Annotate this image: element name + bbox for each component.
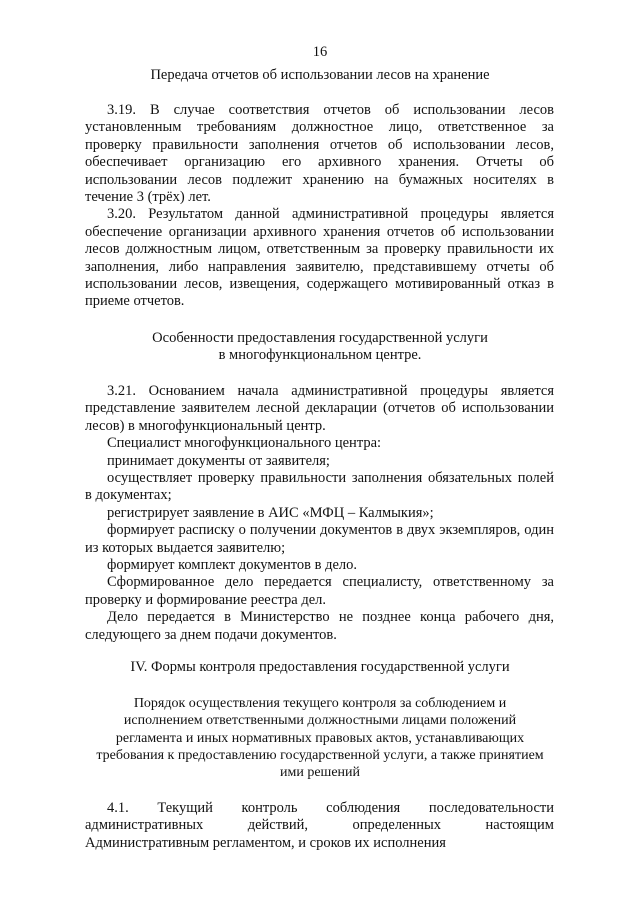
paragraph-3-21: 3.21. Основанием начала административной процедуры является представление заявителем лесной декларации (отчетов об использовании лесов) в многофункциональный центр.	[85, 383, 554, 434]
paragraph-registers: регистрирует заявление в АИС «МФЦ – Калмыкия»;	[107, 504, 434, 521]
section-heading-mfc-line2: в многофункциональном центре.	[218, 347, 422, 364]
section-archive-body	[85, 102, 554, 311]
paragraph-deadline: Дело передается в Министерство не позднее конца рабочего дня, следующего за днем подачи документов.	[85, 609, 554, 643]
paragraph-checks-fields: осуществляет проверку правильности заполнения обязательных полей в документах;	[85, 470, 554, 504]
page-number: 16	[312, 44, 328, 60]
section-heading-current-control-line4: требования к предоставлению государственной услуги, а также принятием	[96, 747, 544, 763]
paragraph-transfers-case: Сформированное дело передается специалисту, ответственному за проверку и формирование реестра дел.	[85, 574, 554, 608]
paragraph-3-20: 3.20. Результатом данной административной процедуры является обеспечение организации архивного хранения отчетов об использовании лесов должностным лицом, ответственным за проверку правильности их заполнения, либо направления заявителю, представившему отчеты об использовании лесов, извещения, содержащего мотивированный отказ в приеме отчетов.	[85, 206, 554, 310]
section-heading-mfc-line1: Особенности предоставления государственной услуги	[152, 330, 488, 346]
section-heading-current-control-line1: Порядок осуществления текущего контроля за соблюдением и	[133, 696, 507, 711]
paragraph-specialist: Специалист многофункционального центра:	[107, 435, 382, 452]
section-heading-current-control-line5: ими решений	[279, 765, 361, 781]
paragraph-forms-set: формирует комплект документов в дело.	[107, 557, 357, 574]
paragraph-accepts-docs: принимает документы от заявителя;	[107, 452, 330, 469]
section-heading-mfc	[70, 330, 570, 365]
section-heading-current-control-line2: исполнением ответственными должностными лицами положений	[123, 713, 517, 729]
section-heading-control: IV. Формы контроля предоставления государственной услуги	[130, 659, 510, 675]
section-heading-current-control	[70, 695, 570, 781]
paragraph-receipt: формирует расписку о получении документов в двух экземпляров, один из которых выдается заявителю;	[85, 522, 554, 556]
paragraph-3-19: 3.19. В случае соответствия отчетов об использовании лесов установленным требованиям должностное лицо, ответственное за проверку правильности заполнения отчетов об использовании лесов, обеспечивает организацию его архивного хранения. Отчеты об использовании лесов подлежит хранению на бумажных носителях в течение 3 (трёх) лет.	[85, 102, 554, 206]
paragraph-4-1: 4.1. Текущий контроль соблюдения последовательности административных действий, определенных настоящим Административным регламентом, и сроков их исполнения	[85, 800, 554, 851]
section-mfc-body	[85, 383, 554, 644]
section-heading-archive: Передача отчетов об использовании лесов на хранение	[150, 67, 490, 83]
section-current-control-body	[85, 800, 554, 852]
section-heading-current-control-line3: регламента и иных нормативных правовых актов, устанавливающих	[115, 730, 525, 746]
